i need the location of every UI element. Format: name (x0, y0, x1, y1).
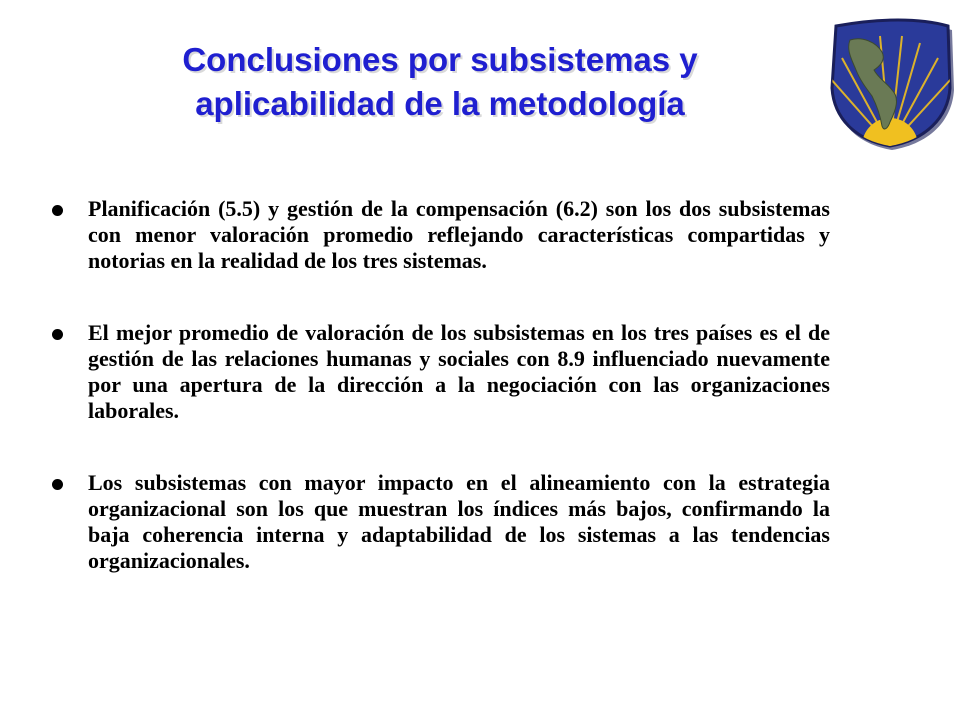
bullet-dot-icon (52, 205, 63, 216)
bullet-list (50, 196, 830, 574)
americas-shield-emblem-icon (820, 18, 960, 150)
slide-title (60, 38, 820, 126)
bullet-dot-icon (52, 329, 63, 340)
bullet-text: Planificación (5.5) y gestión de la compensación (6.2) son los dos subsistemas con menor valoración promedio reflejando características compartidas y notorias en la realidad de los tres sistemas. (88, 196, 830, 273)
list-item (50, 470, 830, 574)
bullet-text: Los subsistemas con mayor impacto en el alineamiento con la estrategia organizacional son los que muestran los índices más bajos, confirmando la baja coherencia interna y adaptabilidad de los sistemas a las tendencias organizacionales. (88, 470, 830, 573)
list-item (50, 196, 830, 274)
slide-title-line-1: Conclusiones por subsistemas y (182, 41, 698, 78)
slide-title-line-2: aplicabilidad de la metodología (195, 85, 685, 122)
bullet-dot-icon (52, 479, 63, 490)
bullet-text: El mejor promedio de valoración de los subsistemas en los tres países es el de gestión de las relaciones humanas y sociales con 8.9 influenciado nuevamente por una apertura de la dirección a la negociación con las organizaciones laborales. (88, 320, 830, 423)
list-item (50, 320, 830, 424)
